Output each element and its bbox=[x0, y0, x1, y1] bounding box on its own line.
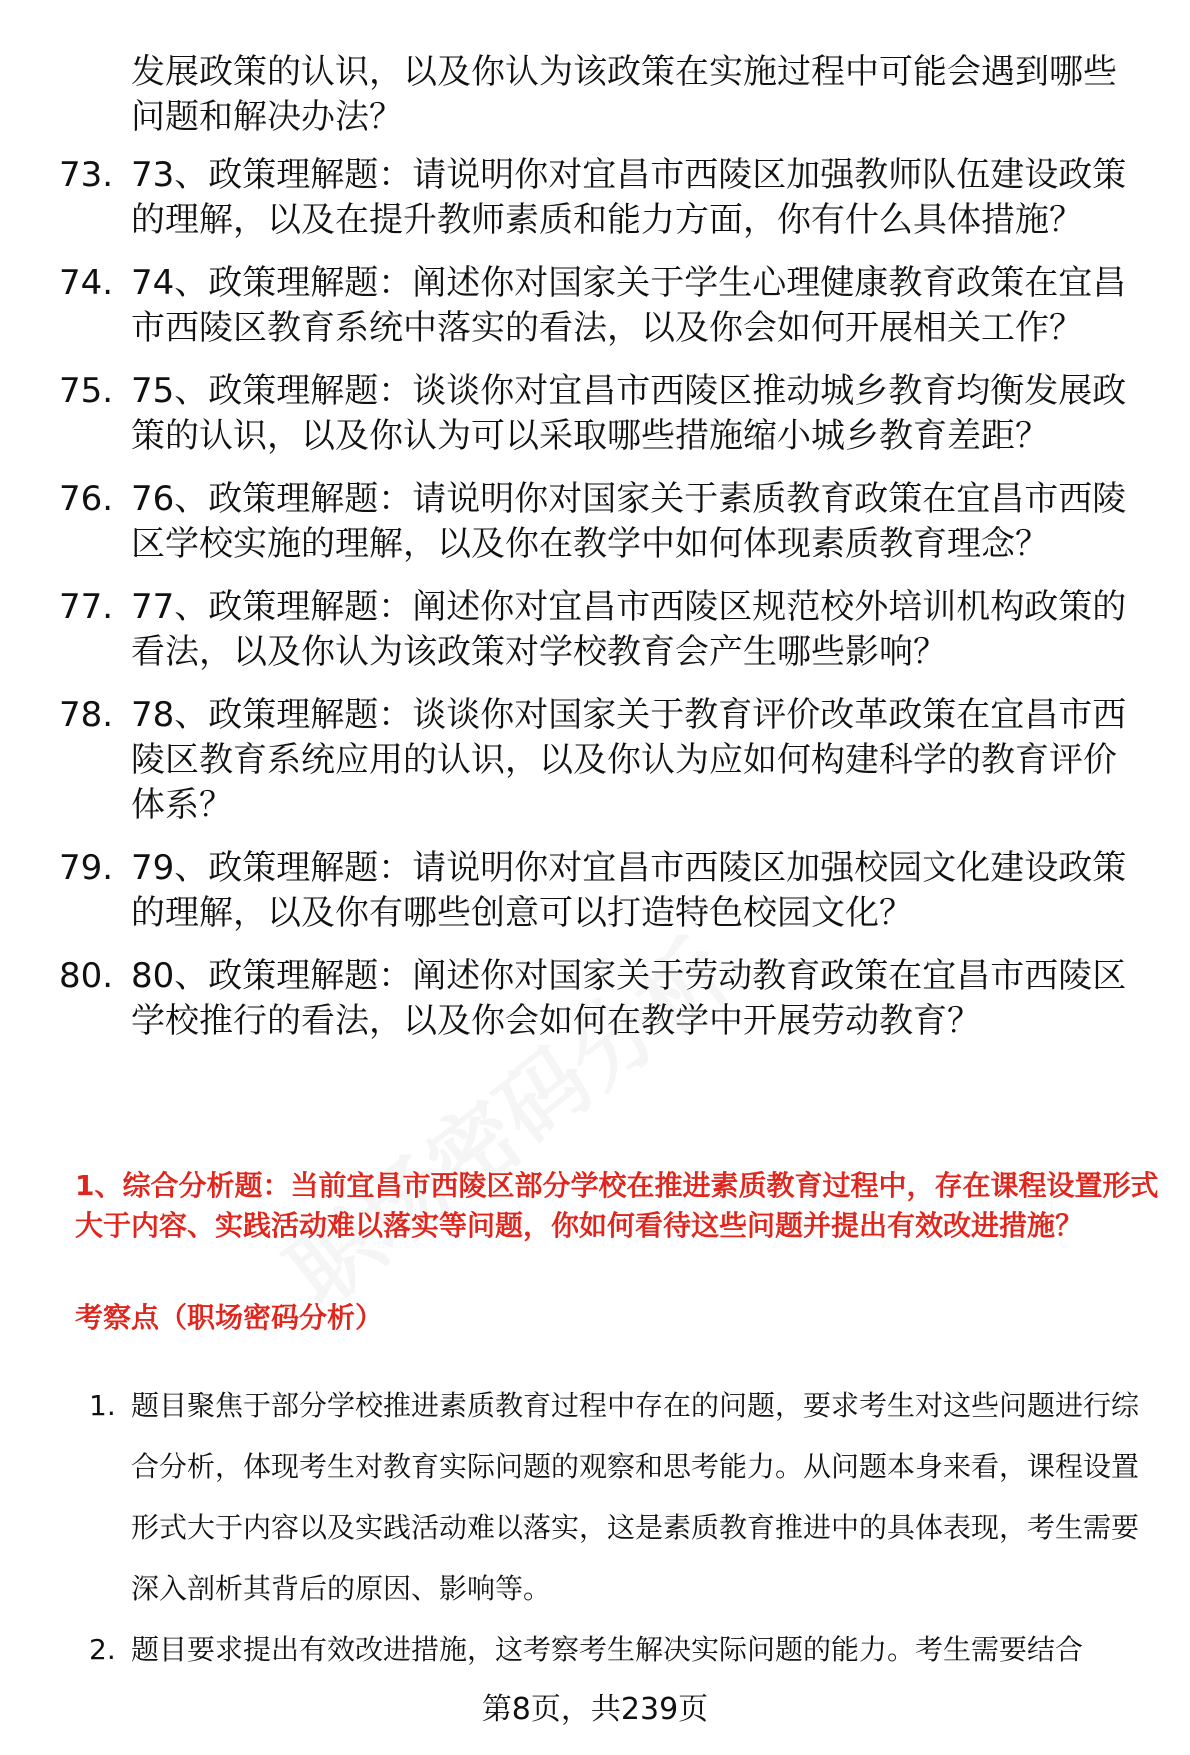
item-number: 74. bbox=[59, 263, 114, 303]
list-item bbox=[0, 954, 1190, 1044]
item-text: 78、政策理解题：谈谈你对国家关于教育评价改革政策在宜昌市西陵区教育系统应用的认识，以及你认为应如何构建科学的教育评价体系？ bbox=[131, 695, 1127, 825]
item-number: 73. bbox=[59, 155, 114, 195]
item-number: 79. bbox=[59, 848, 114, 888]
list-item bbox=[0, 261, 1190, 351]
item-text: 题目要求提出有效改进措施，这考察考生解决实际问题的能力。考生需要结合 bbox=[131, 1633, 1084, 1666]
item-text: 80、政策理解题：阐述你对国家关于劳动教育政策在宜昌市西陵区学校推行的看法，以及你会如何在教学中开展劳动教育？ bbox=[131, 956, 1127, 1041]
list-item bbox=[0, 50, 1190, 140]
item-text: 75、政策理解题：谈谈你对宜昌市西陵区推动城乡教育均衡发展政策的认识，以及你认为可以采取哪些措施缩小城乡教育差距？ bbox=[131, 371, 1127, 456]
list-item bbox=[0, 1619, 1190, 1680]
item-text: 题目聚焦于部分学校推进素质教育过程中存在的问题，要求考生对这些问题进行综合分析，体现考生对教育实际问题的观察和思考能力。从问题本身来看，课程设置形式大于内容以及实践活动难以落实，这是素质教育推进中的具体表现，考生需要深入剖析其背后的原因、影响等。 bbox=[131, 1389, 1140, 1605]
item-number: 2. bbox=[89, 1633, 116, 1666]
item-text: 79、政策理解题：请说明你对宜昌市西陵区加强校园文化建设政策的理解，以及你有哪些创意可以打造特色校园文化？ bbox=[131, 848, 1127, 933]
item-text: 发展政策的认识，以及你认为该政策在实施过程中可能会遇到哪些问题和解决办法？ bbox=[131, 52, 1117, 137]
list-item bbox=[0, 369, 1190, 459]
highlight-question: 1、综合分析题：当前宜昌市西陵区部分学校在推进素质教育过程中，存在课程设置形式大于内容、实践活动难以落实等问题，你如何看待这些问题并提出有效改进措施？ bbox=[75, 1169, 1159, 1242]
list-item bbox=[0, 1375, 1190, 1619]
item-number: 77. bbox=[59, 587, 114, 627]
question-list bbox=[0, 50, 1190, 1062]
list-item bbox=[0, 693, 1190, 828]
analysis-list bbox=[0, 1375, 1190, 1680]
item-number: 75. bbox=[59, 371, 114, 411]
item-text: 73、政策理解题：请说明你对宜昌市西陵区加强教师队伍建设政策的理解，以及在提升教师素质和能力方面，你有什么具体措施？ bbox=[131, 155, 1127, 240]
item-text: 74、政策理解题：阐述你对国家关于学生心理健康教育政策在宜昌市西陵区教育系统中落实的看法，以及你会如何开展相关工作？ bbox=[131, 263, 1127, 348]
item-text: 77、政策理解题：阐述你对宜昌市西陵区规范校外培训机构政策的看法，以及你认为该政策对学校教育会产生哪些影响？ bbox=[131, 587, 1127, 672]
item-number: 76. bbox=[59, 479, 114, 519]
item-number: 1. bbox=[89, 1389, 116, 1422]
list-item bbox=[0, 477, 1190, 567]
page-footer: 第8页，共239页 bbox=[481, 1692, 709, 1727]
item-number: 78. bbox=[59, 695, 114, 735]
section-title: 考察点（职场密码分析） bbox=[75, 1301, 384, 1334]
list-item bbox=[0, 153, 1190, 243]
list-item bbox=[0, 585, 1190, 675]
list-item bbox=[0, 846, 1190, 936]
item-text: 76、政策理解题：请说明你对国家关于素质教育政策在宜昌市西陵区学校实施的理解，以及你在教学中如何体现素质教育理念？ bbox=[131, 479, 1127, 564]
item-number: 80. bbox=[59, 956, 114, 996]
